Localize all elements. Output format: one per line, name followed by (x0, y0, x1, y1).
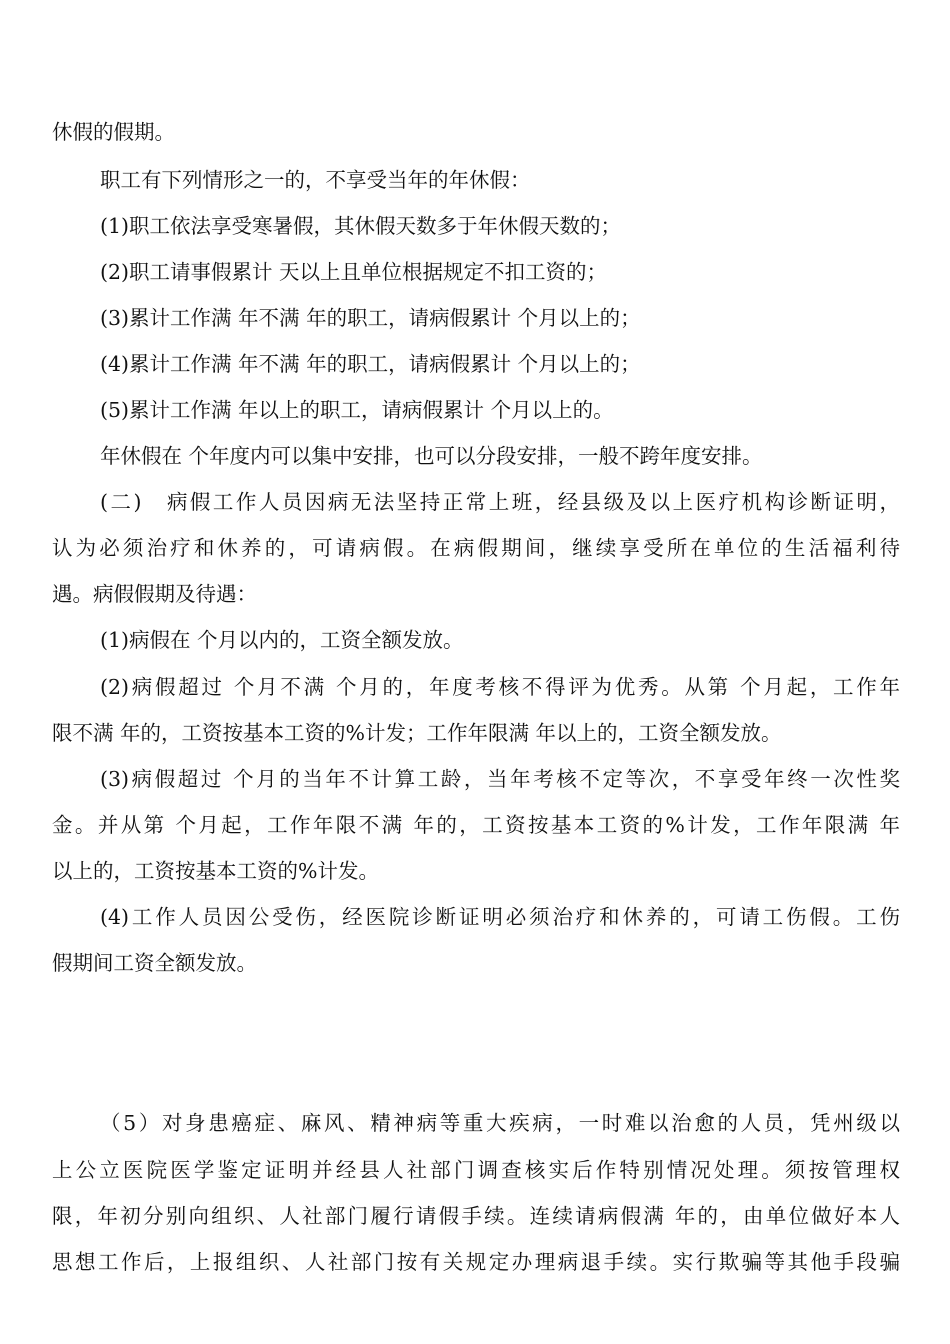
paragraph-line: 认为必须治疗和休养的，可请病假。在病假期间，继续享受所在单位的生活福利待 (52, 536, 900, 560)
paragraph-line: 限不满 年的，工资按基本工资的%计发；工作年限满 年以上的，工资全额发放。 (52, 721, 782, 745)
list-item: (4)工作人员因公受伤，经医院诊断证明必须治疗和休养的，可请工伤假。工伤 (100, 905, 900, 929)
paragraph-line: 上公立医院医学鉴定证明并经县人社部门调查核实后作特别情况处理。须按管理权 (52, 1158, 900, 1182)
paragraph-line: 以上的，工资按基本工资的%计发。 (52, 859, 379, 883)
paragraph-line: 假期间工资全额发放。 (52, 951, 257, 975)
paragraph-line: 遇。病假假期及待遇： (52, 582, 257, 606)
list-item: (1)职工依法享受寒暑假，其休假天数多于年休假天数的； (100, 214, 622, 238)
paragraph-line: 思想工作后，上报组织、人社部门按有关规定办理病退手续。实行欺骗等其他手段骗 (52, 1250, 900, 1274)
list-item: (3)病假超过 个月的当年不计算工龄，当年考核不定等次，不享受年终一次性奖 (100, 767, 900, 791)
list-item: （5）对身患癌症、麻风、精神病等重大疾病，一时难以治愈的人员，凭州级以 (100, 1111, 900, 1135)
paragraph-line: 金。并从第 个月起，工作年限不满 年的，工资按基本工资的%计发，工作年限满 年 (52, 813, 900, 837)
list-item: (5)累计工作满 年以上的职工，请病假累计 个月以上的。 (100, 398, 614, 422)
paragraph-line: 限，年初分别向组织、人社部门履行请假手续。连续请病假满 年的，由单位做好本人 (52, 1204, 900, 1228)
list-item: (2)病假超过 个月不满 个月的，年度考核不得评为优秀。从第 个月起，工作年 (100, 675, 900, 699)
list-item: (3)累计工作满 年不满 年的职工，请病假累计 个月以上的； (100, 306, 641, 330)
list-item: (1)病假在 个月以内的，工资全额发放。 (100, 628, 464, 652)
section-heading-line: (二) 病假工作人员因病无法坚持正常上班，经县级及以上医疗机构诊断证明， (100, 490, 900, 514)
paragraph-line: 职工有下列情形之一的，不享受当年的年休假： (100, 168, 531, 192)
paragraph-line: 年休假在 个年度内可以集中安排，也可以分段安排，一般不跨年度安排。 (100, 444, 763, 468)
list-item: (2)职工请事假累计 天以上且单位根据规定不扣工资的； (100, 260, 608, 284)
paragraph-line: 休假的假期。 (52, 120, 175, 144)
list-item: (4)累计工作满 年不满 年的职工，请病假累计 个月以上的； (100, 352, 641, 376)
